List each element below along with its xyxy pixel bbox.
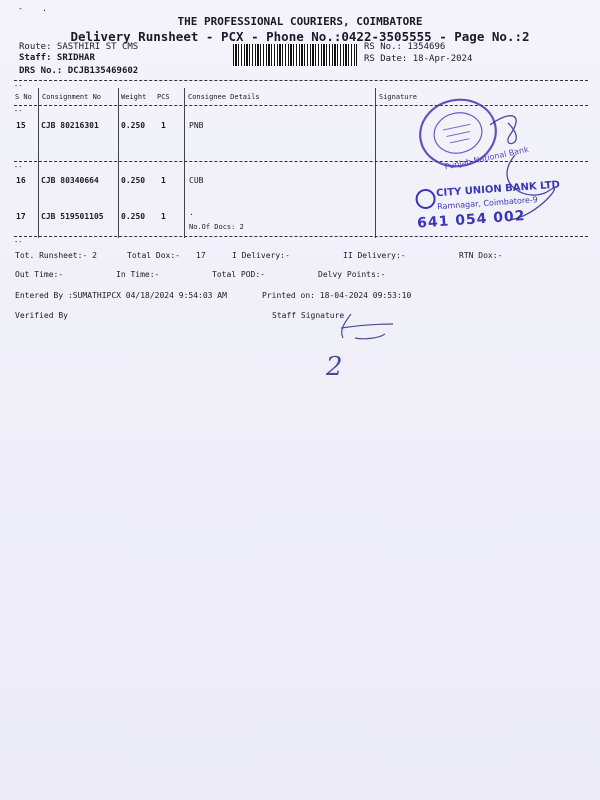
- col-divider: [118, 88, 119, 238]
- row-consignee: .: [189, 208, 194, 217]
- tot-runsheet: Tot. Runsheet:- 2: [15, 251, 97, 260]
- row-weight: 0.250: [121, 176, 146, 185]
- header-consignment: Consignment No: [42, 93, 102, 101]
- cub-bank-name: CITY UNION BANK LTD: [435, 179, 561, 200]
- row-weight: 0.250: [121, 212, 146, 221]
- header-consignee: Consignee Details: [188, 93, 260, 101]
- i-delivery: I Delivery:-: [232, 251, 290, 260]
- rule-dashes: --: [14, 163, 23, 171]
- total-dox-value: 17: [196, 251, 206, 260]
- rtn-dox: RTN Dox:-: [459, 251, 503, 260]
- total-pod: Total POD:-: [212, 270, 265, 279]
- header-sno: S No: [15, 93, 32, 101]
- out-time: Out Time:-: [15, 270, 64, 279]
- row-sno: 15: [16, 121, 26, 130]
- rs-date: RS Date: 18-Apr-2024: [364, 54, 473, 64]
- document-title: Delivery Runsheet - PCX - Phone No.:0422-3505555 - Page No.:2: [70, 29, 530, 44]
- table-top-rule: [14, 80, 588, 81]
- printed-on: Printed on: 18-04-2024 09:53:10: [262, 291, 412, 300]
- row-pcs: 1: [161, 121, 166, 130]
- ii-delivery: II Delivery:-: [343, 251, 406, 260]
- handwritten-page-number: 2: [326, 352, 343, 382]
- row-weight: 0.250: [121, 121, 146, 130]
- header-signature: Signature: [379, 93, 417, 101]
- row-pcs: 1: [161, 176, 166, 185]
- corner-mark: - .: [18, 4, 47, 13]
- staff-text: Staff: SRIDHAR: [19, 53, 95, 63]
- pnb-stamp-text: Punjab National Bank: [443, 144, 530, 172]
- rule-dashes: --: [14, 82, 23, 90]
- verified-by: Verified By: [15, 311, 68, 320]
- row-consignment: CJB 519501105: [41, 212, 104, 221]
- table-bottom-rule: [14, 236, 588, 237]
- rule-dashes: --: [14, 238, 23, 246]
- col-divider: [375, 88, 376, 238]
- route-text: Route: SASTHIRI ST CMS: [19, 42, 139, 52]
- row-consignment: CJB 80216301: [41, 121, 99, 130]
- row-consignment: CJB 80340664: [41, 176, 99, 185]
- col-divider: [38, 88, 39, 238]
- entered-by: Entered By :SUMATHIPCX 04/18/2024 9:54:03 AM: [15, 291, 227, 300]
- consignee-signature: [470, 95, 570, 225]
- company-name: THE PROFESSIONAL COURIERS, COIMBATORE: [177, 15, 423, 28]
- cub-branch: Ramnagar, Coimbatore-9: [436, 195, 539, 212]
- delvy-points: Delvy Points:-: [318, 270, 386, 279]
- drs-number: DRS No.: DCJB135469602: [19, 66, 139, 76]
- header-weight: Weight: [121, 93, 147, 101]
- row-pcs: 1: [161, 212, 166, 221]
- rs-number: RS No.: 1354696: [364, 42, 446, 52]
- header-pcs: PCS: [157, 93, 170, 101]
- in-time: In Time:-: [116, 270, 160, 279]
- col-divider: [184, 88, 185, 238]
- row-consignee: PNB: [189, 121, 204, 130]
- docs-count: No.Of Docs: 2: [189, 223, 244, 231]
- row-sno: 16: [16, 176, 26, 185]
- cub-code: 641 054 002: [416, 208, 526, 232]
- barcode: [233, 44, 357, 66]
- row-sno: 17: [16, 212, 26, 221]
- rule-dashes: --: [14, 107, 23, 115]
- staff-signature-label: Staff Signature: [272, 311, 345, 320]
- staff-signature-mark: [335, 308, 415, 348]
- total-dox-label: Total Dox:-: [127, 251, 180, 260]
- row-consignee: CUB: [189, 176, 204, 185]
